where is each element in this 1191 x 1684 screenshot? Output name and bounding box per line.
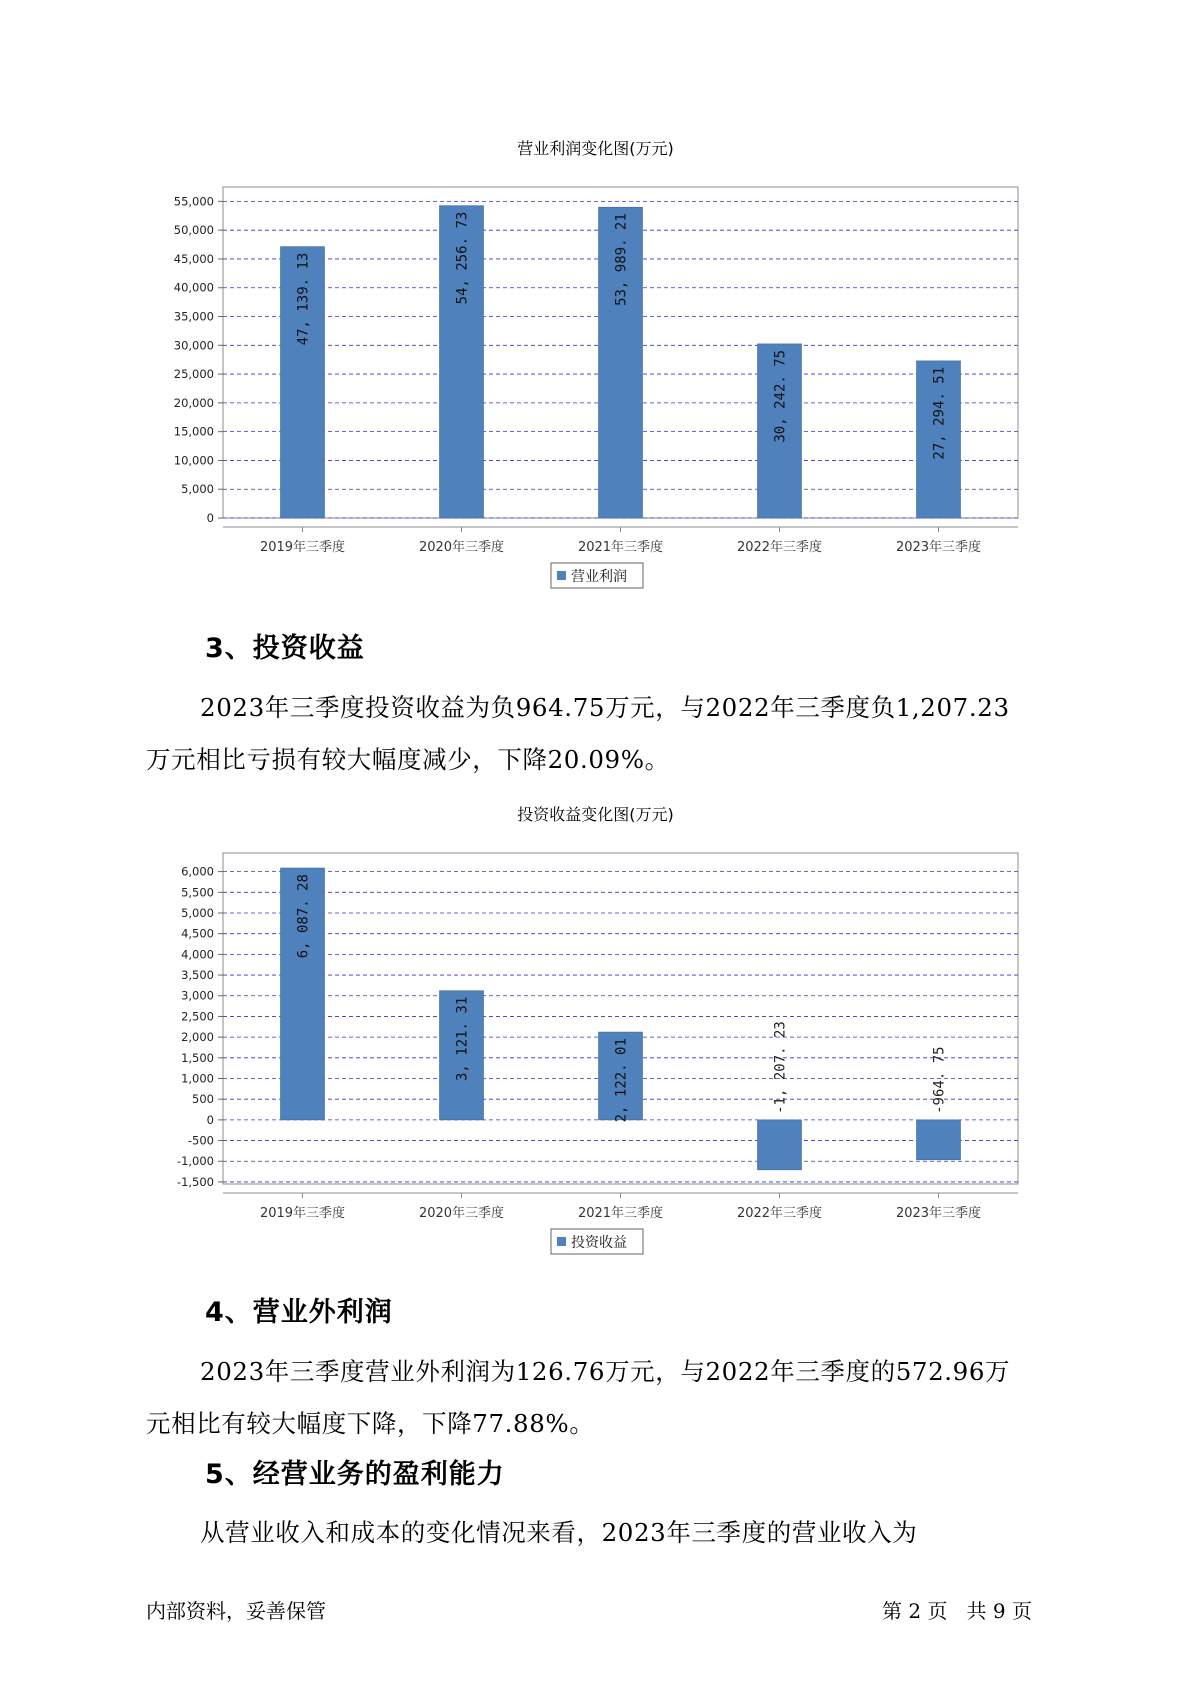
bar [758,1120,802,1170]
data-label: 6, 087. 28 [295,874,312,959]
x-tick-label: 2019年三季度 [259,1206,346,1221]
x-tick-label: 2019年三季度 [259,540,346,555]
legend [551,1229,643,1254]
footer-page-number: 第 2 页 共 9 页 [882,1599,1032,1623]
y-tick-label: 3,000 [181,988,214,1003]
legend-label: 营业利润 [571,569,627,585]
paragraph-line: 2023年三季度营业外利润为126.76万元，与2022年三季度的572.96万 [200,1357,1011,1386]
y-tick-label: -1,000 [176,1154,214,1169]
data-label: 53, 989. 21 [613,213,630,306]
chart-title-investment-income: 投资收益变化图(万元) [517,805,674,824]
bar [917,1120,961,1160]
x-tick-label: 2020年三季度 [418,540,505,555]
y-tick-label: 0 [206,1112,214,1127]
y-tick-label: 500 [192,1092,214,1107]
y-tick-label: 50,000 [173,223,214,238]
x-tick-label: 2021年三季度 [577,540,664,555]
y-tick-label: -1,500 [176,1174,214,1189]
paragraph-profitability [146,1507,1051,1559]
y-tick-label: 25,000 [173,367,214,382]
paragraph-investment-income [146,682,1051,786]
plot-area [223,853,1018,1184]
footer-confidential-note: 内部资料，妥善保管 [146,1599,326,1623]
x-tick-label: 2023年三季度 [895,540,982,555]
legend-swatch [557,571,566,580]
y-tick-label: 2,500 [181,1009,214,1024]
y-tick-label: 45,000 [173,251,214,266]
y-tick-label: 2,000 [181,1030,214,1045]
paragraph-line: 元相比有较大幅度下降，下降77.88%。 [146,1409,595,1438]
heading-non-operating-profit: 4、营业外利润 [205,1297,393,1328]
y-tick-label: -500 [187,1133,214,1148]
legend-label: 投资收益 [571,1235,627,1251]
y-tick-label: 5,500 [181,885,214,900]
y-tick-label: 1,000 [181,1071,214,1086]
data-label: -1, 207. 23 [772,1021,789,1114]
y-tick-label: 0 [206,511,214,525]
y-tick-label: 1,500 [181,1050,214,1065]
data-label: 2, 122. 01 [613,1038,630,1123]
y-tick-label: 30,000 [173,338,214,353]
y-tick-label: 6,000 [181,864,214,879]
x-tick-label: 2022年三季度 [736,540,823,555]
operating-profit-chart [0,160,1191,585]
legend-swatch [557,1237,566,1246]
data-label: 47, 139. 13 [295,252,312,346]
y-tick-label: 4,000 [181,947,214,962]
y-tick-label: 40,000 [173,280,214,295]
paragraph-line: 2023年三季度投资收益为负964.75万元，与2022年三季度负1,207.23 [200,693,1010,722]
x-tick-label: 2021年三季度 [577,1206,664,1221]
paragraph-line: 万元相比亏损有较大幅度减少，下降20.09%。 [146,745,670,774]
y-tick-label: 10,000 [173,453,214,468]
data-label: 3, 121. 31 [454,996,471,1082]
y-tick-label: 15,000 [173,424,214,439]
investment-income-chart [0,826,1191,1251]
y-tick-label: 35,000 [173,309,214,324]
y-tick-label: 20,000 [173,395,214,410]
data-label: -964. 75 [931,1046,948,1114]
data-label: 30, 242. 75 [772,349,789,443]
data-label: 27, 294. 51 [931,366,948,460]
x-tick-label: 2023年三季度 [895,1206,982,1221]
heading-profitability: 5、经营业务的盈利能力 [205,1459,505,1490]
x-tick-label: 2020年三季度 [418,1206,505,1221]
y-tick-label: 4,500 [181,926,214,941]
x-tick-label: 2022年三季度 [736,1206,823,1221]
legend [551,563,643,588]
heading-investment-income: 3、投资收益 [205,633,365,664]
chart-title-operating-profit: 营业利润变化图(万元) [517,139,674,158]
y-tick-label: 55,000 [173,194,214,209]
paragraph-non-operating-profit [146,1346,1051,1450]
paragraph-line: 从营业收入和成本的变化情况来看，2023年三季度的营业收入为 [200,1518,918,1547]
data-label: 54, 256. 73 [454,211,471,305]
y-tick-label: 5,000 [181,482,214,497]
y-tick-label: 5,000 [181,905,214,920]
y-tick-label: 3,500 [181,968,214,983]
